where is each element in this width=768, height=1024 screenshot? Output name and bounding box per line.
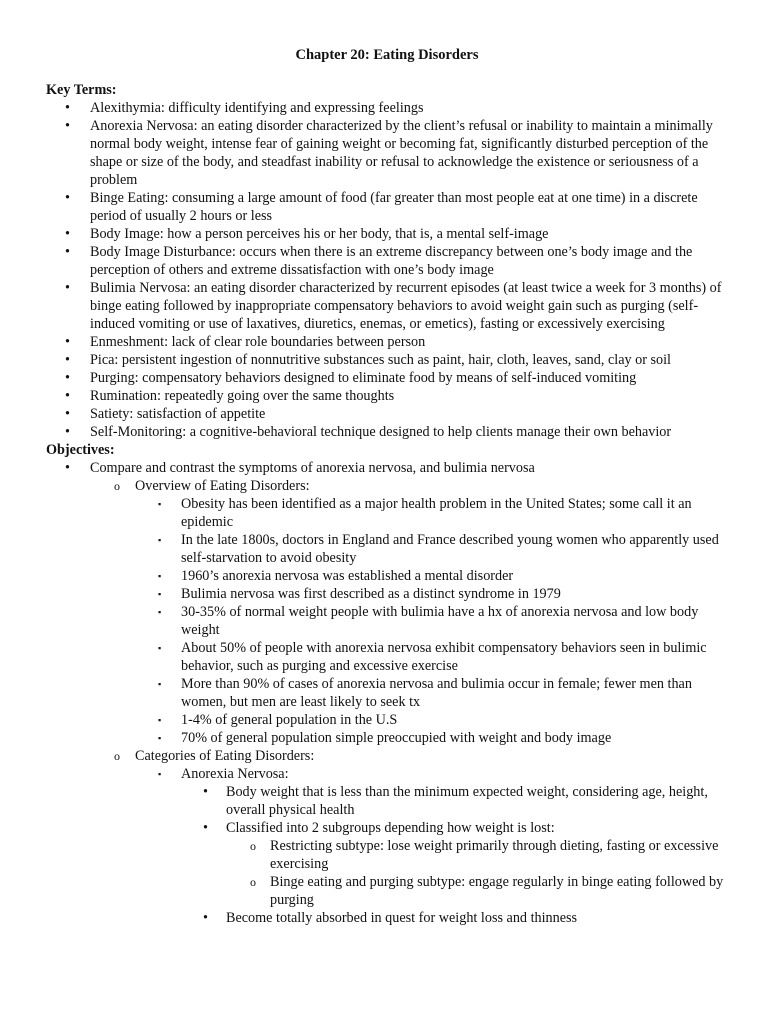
page-title: Chapter 20: Eating Disorders bbox=[295, 47, 479, 63]
list-item: ▪ 70% of general population simple preoccupied with weight and body image bbox=[158, 730, 612, 746]
bullet-marker: • bbox=[65, 406, 70, 422]
anorexia-list bbox=[46, 783, 728, 837]
bullet-marker: • bbox=[65, 280, 70, 296]
list-item: • Alexithymia: difficulty identifying and expressing feelings bbox=[65, 100, 424, 116]
list-item: • Satiety: satisfaction of appetite bbox=[65, 406, 266, 422]
categories-heading: Categories of Eating Disorders: bbox=[135, 748, 315, 764]
anorexia-list-continued bbox=[46, 909, 728, 927]
bullet-marker: • bbox=[65, 352, 70, 368]
bullet-marker: • bbox=[65, 334, 70, 350]
circle-marker: o bbox=[250, 875, 256, 889]
list-item: • Enmeshment: lack of clear role boundaries between person bbox=[65, 334, 426, 350]
list-item: ▪ Obesity has been identified as a major health problem in the United States; some call it an epidemic bbox=[158, 496, 692, 530]
list-item: ▪ In the late 1800s, doctors in England and France described young women who apparently used self-starvation to avoid obesity bbox=[158, 532, 719, 566]
list-item: ▪ Bulimia nervosa was first described as a distinct syndrome in 1979 bbox=[158, 586, 561, 602]
list-item: • Compare and contrast the symptoms of anorexia nervosa, and bulimia nervosa bbox=[65, 460, 535, 476]
circle-marker: o bbox=[114, 749, 120, 763]
list-item: ▪ 1960’s anorexia nervosa was established a mental disorder bbox=[158, 568, 514, 584]
overview-heading: Overview of Eating Disorders: bbox=[135, 478, 310, 494]
bullet-marker: • bbox=[65, 190, 70, 206]
list-item: • Rumination: repeatedly going over the same thoughts bbox=[65, 388, 395, 404]
list-item: • Self-Monitoring: a cognitive-behavioral technique designed to help clients manage their own behavior bbox=[65, 424, 672, 440]
bullet-marker: • bbox=[65, 226, 70, 242]
list-item: • Become totally absorbed in quest for weight loss and thinness bbox=[203, 910, 578, 926]
list-item: ▪ 30-35% of normal weight people with bulimia have a hx of anorexia nervosa and low body weight bbox=[158, 604, 699, 638]
circle-marker: o bbox=[250, 839, 256, 853]
bullet-marker: • bbox=[65, 388, 70, 404]
bullet-marker: • bbox=[65, 370, 70, 386]
objectives-list bbox=[46, 459, 728, 477]
bullet-marker: • bbox=[65, 460, 70, 476]
list-item: • Body weight that is less than the minimum expected weight, considering age, height, overall physical health bbox=[203, 784, 708, 818]
bullet-marker: • bbox=[203, 820, 208, 836]
list-item: • Classified into 2 subgroups depending how weight is lost: bbox=[203, 820, 555, 836]
subtype-list bbox=[46, 837, 728, 909]
square-marker: ▪ bbox=[158, 607, 162, 617]
bullet-marker: • bbox=[65, 244, 70, 260]
square-marker: ▪ bbox=[158, 571, 162, 581]
square-marker: ▪ bbox=[158, 679, 162, 689]
anorexia-section bbox=[46, 765, 728, 783]
overview-section bbox=[46, 477, 728, 495]
bullet-marker: • bbox=[65, 424, 70, 440]
list-item: ▪ About 50% of people with anorexia nervosa exhibit compensatory behaviors seen in bulimic behavior, such as purging and excessive exercise bbox=[158, 640, 707, 674]
list-item: • Purging: compensatory behaviors designed to eliminate food by means of self-induced vomiting bbox=[65, 370, 637, 386]
bullet-marker: • bbox=[65, 118, 70, 134]
list-item: ▪ 1-4% of general population in the U.S bbox=[158, 712, 398, 728]
key-terms-heading: Key Terms: bbox=[46, 82, 117, 98]
bullet-marker: • bbox=[203, 910, 208, 926]
list-item: o Restricting subtype: lose weight primarily through dieting, fasting or excessive exercising bbox=[250, 838, 719, 872]
square-marker: ▪ bbox=[158, 643, 162, 653]
list-item: • Bulimia Nervosa: an eating disorder characterized by recurrent episodes (at least twice a week for 3 months) of binge eating followed by inappropriate compensatory behaviors to avoid weight gain such as purging (self-induced vomiting or use of laxatives, diuretics, enemas, or emetics), fasting or excessively exercising bbox=[65, 280, 722, 332]
square-marker: ▪ bbox=[158, 499, 162, 509]
anorexia-heading: Anorexia Nervosa: bbox=[181, 766, 289, 782]
list-item: • Pica: persistent ingestion of nonnutritive substances such as paint, hair, cloth, leaves, sand, clay or soil bbox=[65, 352, 671, 368]
categories-section bbox=[46, 747, 728, 765]
bullet-marker: • bbox=[65, 100, 70, 116]
list-item: ▪ More than 90% of cases of anorexia nervosa and bulimia occur in female; fewer men than women, but men are least likely to seek tx bbox=[158, 676, 692, 710]
circle-marker: o bbox=[114, 479, 120, 493]
square-marker: ▪ bbox=[158, 715, 162, 725]
list-item: • Anorexia Nervosa: an eating disorder characterized by the client’s refusal or inability to maintain a minimally normal body weight, intense fear of gaining weight or becoming fat, significantly disturbed perception of the shape or size of the body, and steadfast inability or refusal to acknowledge the existence or seriousness of a problem bbox=[65, 118, 713, 188]
key-terms-list bbox=[46, 99, 728, 441]
square-marker: ▪ bbox=[158, 535, 162, 545]
objectives-heading: Objectives: bbox=[46, 442, 115, 458]
list-item: • Body Image Disturbance: occurs when there is an extreme discrepancy between one’s body image and the perception of others and extreme dissatisfaction with one’s body image bbox=[65, 244, 693, 278]
square-marker: ▪ bbox=[158, 769, 162, 779]
list-item bbox=[46, 477, 728, 495]
list-item bbox=[46, 747, 728, 765]
list-item: • Binge Eating: consuming a large amount of food (far greater than most people eat at one time) in a discrete period of usually 2 hours or less bbox=[65, 190, 698, 224]
bullet-marker: • bbox=[203, 784, 208, 800]
square-marker: ▪ bbox=[158, 733, 162, 743]
list-item bbox=[46, 765, 728, 783]
list-item: • Body Image: how a person perceives his or her body, that is, a mental self-image bbox=[65, 226, 549, 242]
overview-list bbox=[46, 495, 728, 747]
square-marker: ▪ bbox=[158, 589, 162, 599]
list-item: o Binge eating and purging subtype: engage regularly in binge eating followed by purging bbox=[250, 874, 724, 908]
